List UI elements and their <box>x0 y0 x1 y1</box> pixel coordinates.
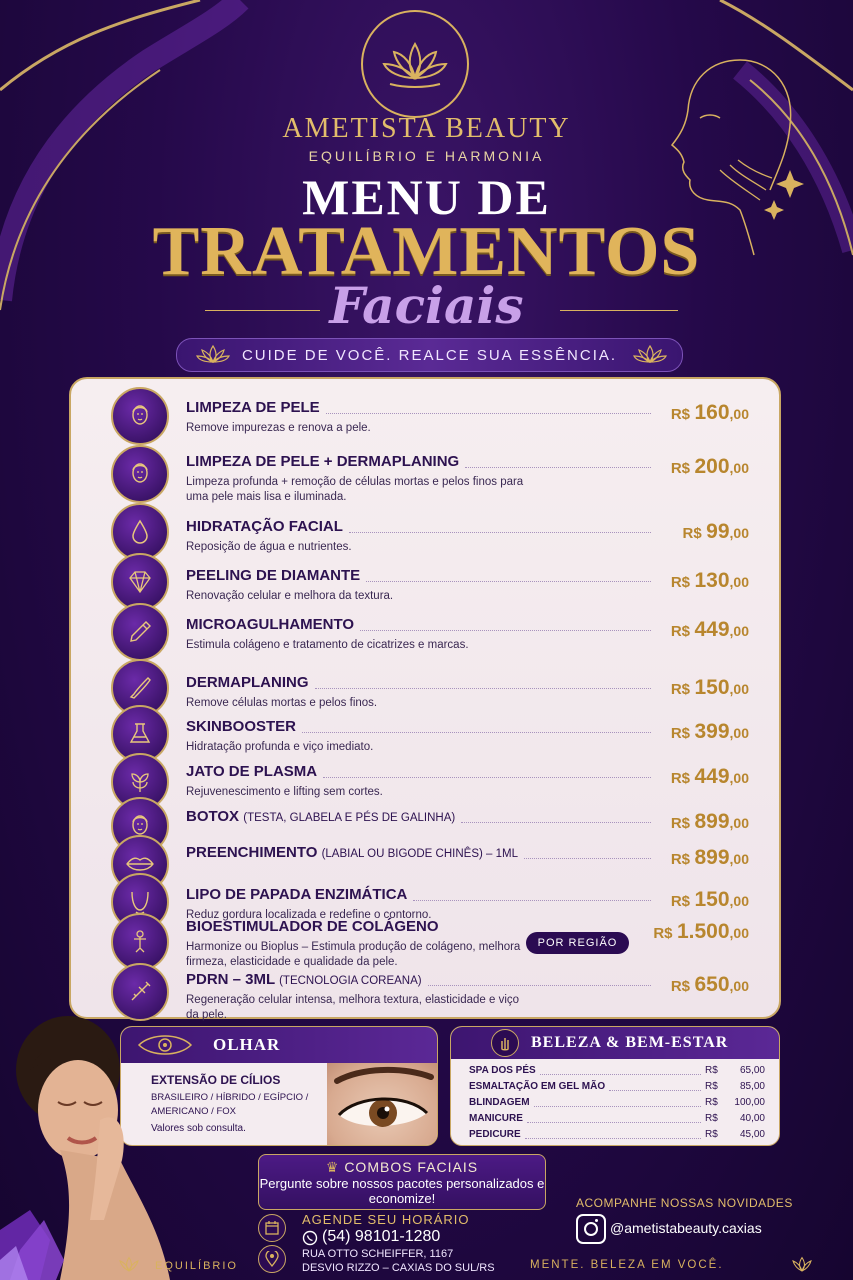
treatment-price <box>683 520 749 544</box>
combos-faciais-box[interactable] <box>258 1154 546 1210</box>
currency-symbol: R$ <box>670 460 691 477</box>
lotus-icon <box>380 34 450 94</box>
title-line-1: MENU DE <box>302 169 551 225</box>
treatment-price <box>671 973 749 997</box>
footer-right-text: MENTE. BELEZA EM VOCÊ. <box>530 1259 724 1271</box>
currency-symbol: R$ <box>670 978 691 995</box>
service-value: 100,00 <box>734 1097 765 1108</box>
lotus-icon <box>112 1256 146 1274</box>
dotted-leader <box>461 822 651 823</box>
treatment-name <box>186 567 360 584</box>
treatment-price <box>671 846 749 870</box>
treatment-desc: Hidratação profunda e viço imediato. <box>186 741 374 753</box>
treatment-name <box>186 763 317 780</box>
currency-symbol: R$ <box>670 770 691 787</box>
service-currency: R$ <box>705 1081 718 1092</box>
treatment-note: (TESTA, GLABELA E PÉS DE GALINHA) <box>243 812 456 824</box>
price-decimal: ,00 <box>729 725 749 741</box>
currency-symbol: R$ <box>670 725 691 742</box>
price-decimal: ,00 <box>729 406 749 422</box>
price-integer: 1.500 <box>676 920 730 943</box>
treatment-desc: Regeneração celular intensa, melhora textura, elasticidade e viço da pele. <box>186 994 520 1021</box>
agende-label: AGENDE SEU HORÁRIO <box>302 1212 470 1227</box>
instagram-icon <box>576 1214 606 1244</box>
treatment-name <box>186 918 439 935</box>
treatment-note: (LABIAL OU BIGODE CHINÊS) – 1ML <box>321 848 518 860</box>
calendar-icon <box>258 1214 286 1242</box>
combos-desc: Pergunte sobre nossos pacotes personalizados e economize! <box>259 1176 545 1206</box>
treatment-name <box>186 844 518 861</box>
treatment-name <box>186 674 309 691</box>
price-integer: 899 <box>694 846 730 869</box>
price-integer: 449 <box>694 765 730 788</box>
price-integer: 150 <box>694 888 730 911</box>
address <box>302 1247 495 1275</box>
divider-right <box>560 310 678 311</box>
currency-symbol: R$ <box>670 574 691 591</box>
service-value: 45,00 <box>739 1129 765 1140</box>
service-row <box>469 1065 765 1079</box>
treatment-note: (TECNOLOGIA COREANA) <box>279 975 422 987</box>
treatment-price <box>671 455 749 479</box>
pen-icon <box>111 603 169 661</box>
whatsapp-icon <box>302 1230 318 1246</box>
treatment-price <box>671 810 749 834</box>
address-line-2: DESVIO RIZZO – CAXIAS DO SUL/RS <box>302 1262 495 1274</box>
price-decimal: ,00 <box>729 525 749 541</box>
combos-title-text: COMBOS FACIAIS <box>344 1159 479 1175</box>
slogan-banner <box>176 338 683 372</box>
price-decimal: ,00 <box>729 574 749 590</box>
treatment-name-text: BOTOX <box>186 808 240 825</box>
treatment-name <box>186 453 459 470</box>
treatment-desc: Rejuvenescimento e lifting sem cortes. <box>186 786 383 798</box>
service-dots <box>540 1074 701 1075</box>
phone-number[interactable]: (54) 98101-1280 <box>322 1228 441 1245</box>
price-decimal: ,00 <box>729 681 749 697</box>
service-name: SPA DOS PÉS <box>469 1065 536 1076</box>
currency-symbol: R$ <box>670 623 691 640</box>
lotus-icon <box>632 344 668 366</box>
treatment-desc: Renovação celular e melhora da textura. <box>186 590 394 602</box>
treatment-price <box>671 401 749 425</box>
service-row <box>469 1081 765 1095</box>
service-row <box>469 1129 765 1143</box>
treatment-name-text: HIDRATAÇÃO FACIAL <box>186 518 343 535</box>
woman-portrait <box>0 1010 170 1280</box>
price-integer: 200 <box>694 455 730 478</box>
eye-photo <box>327 1063 438 1146</box>
currency-symbol: R$ <box>670 893 691 910</box>
treatment-name-text: LIMPEZA DE PELE + DERMAPLANING <box>186 453 460 470</box>
price-decimal: ,00 <box>729 460 749 476</box>
treatment-name-text: LIMPEZA DE PELE <box>186 399 320 416</box>
price-integer: 99 <box>706 520 730 543</box>
treatment-name-text: DERMAPLANING <box>186 674 309 691</box>
treatment-price <box>653 920 749 944</box>
treatment-name <box>186 808 455 825</box>
currency-symbol: R$ <box>682 525 702 542</box>
price-integer: 160 <box>694 401 730 424</box>
treatment-name <box>186 718 296 735</box>
address-line-1: RUA OTTO SCHEIFFER, 1167 <box>302 1248 454 1260</box>
service-name: BLINDAGEM <box>469 1097 530 1108</box>
lotus-icon <box>195 344 231 366</box>
treatment-name-text: JATO DE PLASMA <box>186 763 318 780</box>
social-label: ACOMPANHE NOSSAS NOVIDADES <box>576 1196 793 1210</box>
combos-title <box>259 1159 545 1176</box>
treatment-desc: Reduz gordura localizada e redefine o contorno. <box>186 909 432 921</box>
service-currency: R$ <box>705 1065 718 1076</box>
price-decimal: ,00 <box>729 978 749 994</box>
beleza-title: BELEZA & BEM-ESTAR <box>531 1034 729 1051</box>
treatment-desc: Limpeza profunda + remoção de células mortas e pelos finos para uma pele mais lisa e iluminada. <box>186 476 524 503</box>
treatment-price <box>671 676 749 700</box>
dotted-leader <box>413 900 651 901</box>
treatment-price <box>671 888 749 912</box>
treatment-name-text: PDRN – 3ML <box>186 971 275 988</box>
treatment-desc: Reposição de água e nutrientes. <box>186 541 352 553</box>
treatment-desc: Remove células mortas e pelos finos. <box>186 697 378 709</box>
price-decimal: ,00 <box>729 893 749 909</box>
treatment-menu-card <box>69 377 781 1019</box>
dotted-leader <box>323 777 651 778</box>
treatment-price <box>671 569 749 593</box>
price-integer: 899 <box>694 810 730 833</box>
service-value: 40,00 <box>739 1113 765 1124</box>
title-line-3: Faciais <box>329 276 524 335</box>
service-name: MANICURE <box>469 1113 523 1124</box>
lash-styles-text: BRASILEIRO / HÍBRIDO / EGÍPCIO / AMERICANO / FOX <box>151 1092 309 1117</box>
lash-extension-title: EXTENSÃO DE CÍLIOS <box>151 1073 281 1087</box>
price-integer: 399 <box>694 720 730 743</box>
face-icon <box>111 445 169 503</box>
title-line-2: TRATAMENTOS <box>152 213 701 290</box>
price-decimal: ,00 <box>729 770 749 786</box>
treatment-name-text: MICROAGULHAMENTO <box>186 616 355 633</box>
price-integer: 650 <box>694 973 730 996</box>
treatment-name-text: PREENCHIMENTO <box>186 844 318 861</box>
dotted-leader <box>428 985 651 986</box>
currency-symbol: R$ <box>653 925 673 942</box>
divider-left <box>205 310 320 311</box>
treatment-name <box>186 616 354 633</box>
currency-symbol: R$ <box>670 851 691 868</box>
service-currency: R$ <box>705 1097 718 1108</box>
currency-symbol: R$ <box>670 681 691 698</box>
dotted-leader <box>465 467 651 468</box>
dotted-leader <box>349 532 651 533</box>
dotted-leader <box>360 630 651 631</box>
instagram-handle[interactable]: @ametistabeauty.caxias <box>610 1220 762 1236</box>
service-dots <box>534 1106 701 1107</box>
currency-symbol: R$ <box>670 815 691 832</box>
currency-symbol: R$ <box>670 406 691 423</box>
dotted-leader <box>326 413 651 414</box>
treatment-name <box>186 518 343 535</box>
treatment-price <box>671 765 749 789</box>
treatment-name-text: LIPO DE PAPADA ENZIMÁTICA <box>186 886 408 903</box>
face-icon <box>111 387 169 445</box>
lash-note: Valores sob consulta. <box>151 1123 246 1134</box>
price-decimal: ,00 <box>729 851 749 867</box>
service-currency: R$ <box>705 1129 718 1140</box>
service-dots <box>527 1122 701 1123</box>
service-value: 65,00 <box>739 1065 765 1076</box>
por-regiao-badge: POR REGIÃO <box>526 932 629 954</box>
service-value: 85,00 <box>739 1081 765 1092</box>
service-row <box>469 1113 765 1127</box>
service-dots <box>609 1090 701 1091</box>
olhar-title: OLHAR <box>213 1035 281 1054</box>
treatment-price <box>671 618 749 642</box>
hand-icon <box>491 1029 519 1057</box>
dotted-leader <box>524 858 651 859</box>
price-integer: 150 <box>694 676 730 699</box>
lotus-logo <box>361 10 469 118</box>
treatment-desc: Estimula colágeno e tratamento de cicatrizes e marcas. <box>186 639 469 651</box>
price-decimal: ,00 <box>729 623 749 639</box>
price-decimal: ,00 <box>729 815 749 831</box>
treatment-name-text: SKINBOOSTER <box>186 718 297 735</box>
treatment-name <box>186 399 320 416</box>
footer-left-text: EQUILÍBRIO <box>155 1260 238 1272</box>
treatment-desc: Remove impurezas e renova a pele. <box>186 422 371 434</box>
crown-icon: ♛ <box>325 1159 340 1175</box>
brand-name: AMETISTA BEAUTY <box>282 113 571 144</box>
price-integer: 130 <box>694 569 730 592</box>
slogan-text: CUIDE DE VOCÊ. REALCE SUA ESSÊNCIA. <box>241 346 618 364</box>
treatment-name <box>186 886 407 903</box>
price-decimal: ,00 <box>729 925 749 941</box>
dotted-leader <box>302 732 651 733</box>
location-pin-icon <box>258 1245 286 1273</box>
service-dots <box>525 1138 701 1139</box>
lash-styles <box>151 1091 331 1136</box>
service-name: ESMALTAÇÃO EM GEL MÃO <box>469 1081 606 1092</box>
treatment-desc: Harmonize ou Bioplus – Estimula produção de colágeno, melhora firmeza, elasticidade e qualidade da pele. <box>186 941 521 968</box>
dotted-leader <box>366 581 651 582</box>
eye-closeup-icon <box>327 1063 438 1146</box>
service-currency: R$ <box>705 1113 718 1124</box>
beleza-bem-estar-panel <box>450 1026 780 1146</box>
service-name: PEDICURE <box>469 1129 521 1140</box>
price-integer: 449 <box>694 618 730 641</box>
service-row <box>469 1097 765 1111</box>
treatment-name <box>186 971 422 988</box>
treatment-name-text: BIOESTIMULADOR DE COLÁGENO <box>186 918 439 935</box>
treatment-name-text: PEELING DE DIAMANTE <box>186 567 361 584</box>
lotus-icon <box>785 1256 819 1274</box>
brand-tagline: EQUILÍBRIO E HARMONIA <box>308 148 545 164</box>
treatment-price <box>671 720 749 744</box>
dotted-leader <box>315 688 651 689</box>
